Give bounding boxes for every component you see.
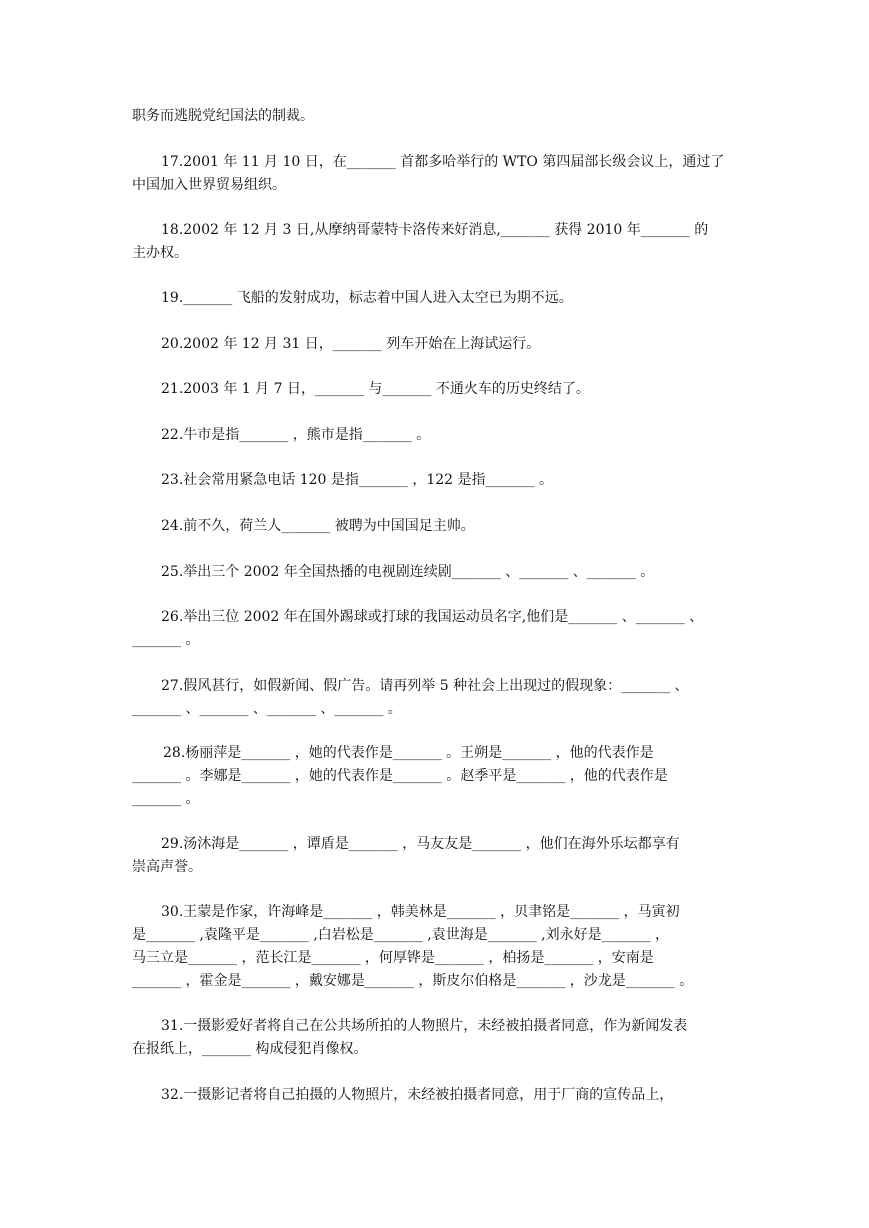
question-29-line-1: 29.汤沐海是_______ ，谭盾是_______ ，马友友是_______ ，他们在海外乐坛都享有 xyxy=(161,836,680,852)
question-17-line-1: 17.2001 年 11 月 10 日，在_______ 首都多哈举行的 WTO 第四届部长级会议上，通过了 xyxy=(161,154,725,170)
question-19: 19._______ 飞船的发射成功，标志着中国人进入太空已为期不远。 xyxy=(161,290,573,306)
question-29-line-2: 崇高声誉。 xyxy=(132,859,202,875)
question-28-line-1: 28.杨丽萍是_______ ，她的代表作是_______ 。王朔是_______ ，他的代表作是 xyxy=(163,745,654,761)
question-25: 25.举出三个 2002 年全国热播的电视剧连续剧_______ 、_______ 、_______ 。 xyxy=(161,564,655,580)
question-26-line-1: 26.举出三位 2002 年在国外踢球或打球的我国运动员名字,他们是_______ 、_______ 、 xyxy=(161,609,704,625)
question-23: 23.社会常用紧急电话 120 是指_______ ，122 是指_______ 。 xyxy=(161,472,553,488)
question-30-line-3: 马三立是_______ ，范长江是_______ ，何厚铧是_______ ，柏扬是_______ ，安南是 xyxy=(132,950,654,966)
question-31-line-2: 在报纸上，_______ 构成侵犯肖像权。 xyxy=(132,1041,368,1057)
question-30-line-4: _______ ，霍金是_______ ，戴安娜是_______ ，斯皮尔伯格是_______ ，沙龙是_______ 。 xyxy=(132,973,694,989)
question-30-line-1: 30.王蒙是作家，许海峰是_______ ，韩美林是_______ ，贝聿铭是_______ ，马寅初 xyxy=(161,904,680,920)
question-22: 22.牛市是指_______ ，熊市是指_______ 。 xyxy=(161,427,431,443)
text-line: 职务而逃脱党纪国法的制裁。 xyxy=(132,108,314,124)
question-24: 24.前不久，荷兰人_______ 被聘为中国国足主帅。 xyxy=(161,518,475,534)
question-20: 20.2002 年 12 月 31 日，_______ 列车开始在上海试运行。 xyxy=(161,336,541,352)
question-32-line-1: 32.一摄影记者将自己拍摄的人物照片，未经被拍摄者同意，用于厂商的宣传品上， xyxy=(161,1087,674,1103)
question-18-line-2: 主办权。 xyxy=(132,245,188,261)
question-21: 21.2003 年 1 月 7 日，_______ 与_______ 不通火车的历史终结了。 xyxy=(161,381,590,397)
question-30-line-2: 是_______ ,袁隆平是_______ ,白岩松是_______ ,袁世海是_______ ,刘永好是_______ ， xyxy=(132,927,670,943)
question-17-line-2: 中国加入世界贸易组织。 xyxy=(132,177,286,193)
question-28-line-3: _______ 。 xyxy=(132,791,200,807)
question-27-line-1: 27.假风甚行，如假新闻、假广告。请再列举 5 种社会上出现过的假现象：_______ 、 xyxy=(161,678,689,694)
question-27-line-2: _______ 、_______ 、_______ 、_______ 。 xyxy=(132,701,402,717)
question-26-line-2: _______ 。 xyxy=(132,632,200,648)
question-28-line-2: _______ 。李娜是_______ ，她的代表作是_______ 。赵季平是_______ ，他的代表作是 xyxy=(132,768,668,784)
question-31-line-1: 31.一摄影爱好者将自己在公共场所拍的人物照片，未经被拍摄者同意，作为新闻发表 xyxy=(161,1018,688,1034)
question-18-line-1: 18.2002 年 12 月 3 日,从摩纳哥蒙特卡洛传来好消息,_______ 获得 2010 年_______ 的 xyxy=(161,222,709,238)
